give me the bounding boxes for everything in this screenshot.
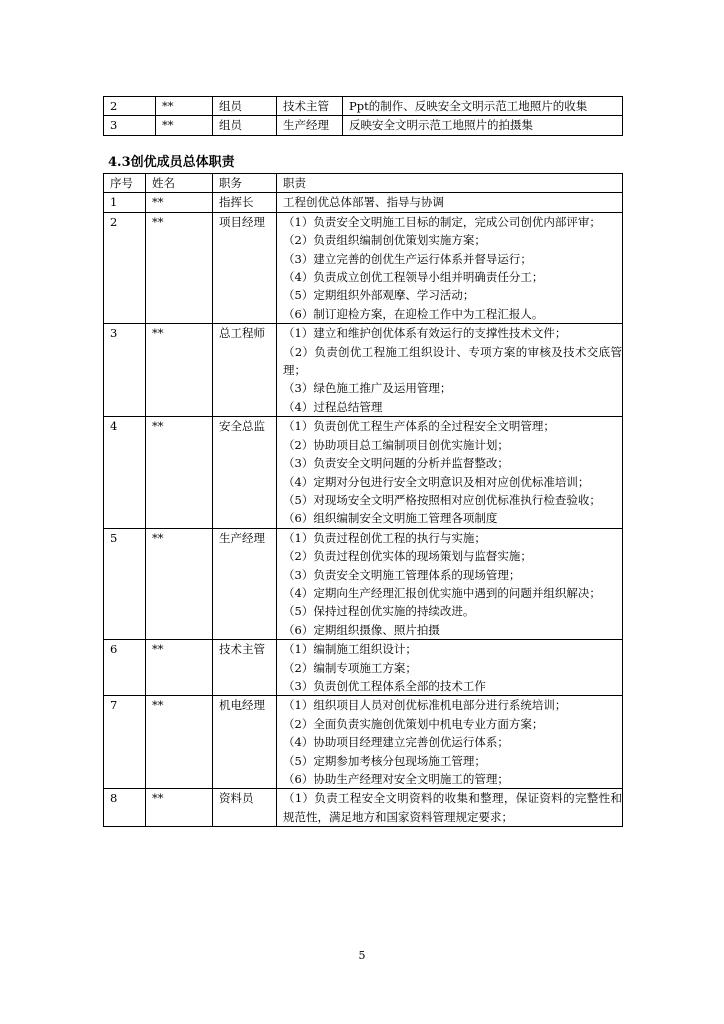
duty-item: （4）过程总结管理 [283,399,383,414]
table-row [104,528,623,639]
table-row [104,324,623,417]
cell-id: 1 [104,193,146,212]
duty-item: （5）保持过程创优实施的持续改进。 [283,604,475,619]
duty-item: （3）绿色施工推广及运用管理； [283,381,452,396]
cell-position: 资料员 [213,789,277,827]
duty-item: （3）建立完善的创优生产运行体系并督导运行； [283,251,532,266]
duty-item: 工程创优总体部署、指导与协调 [283,195,444,210]
duty-item: （6）制订迎检方案，在迎检工作中为工程汇报人。 [283,306,544,321]
header-name: 姓名 [146,174,213,193]
cell-id: 5 [104,528,146,639]
cell-name: ** [146,640,213,696]
cell-name: ** [146,324,213,417]
duty-item: （5）定期组织外部观摩、学习活动； [283,288,475,303]
duty-item: （2）负责组织编制创优策划实施方案； [283,233,486,248]
duty-item: （4）协助项目经理建立完善创优运行体系； [283,735,509,750]
cell-duties [277,212,623,323]
cell-duty: Ppt的制作、反映安全文明示范工地照片的收集 [343,97,623,116]
cell-duty: 反映安全文明示范工地照片的拍摄集 [343,116,623,135]
table-row [104,212,623,323]
cell-id: 8 [104,789,146,827]
duty-item: （2）编制专项施工方案； [283,660,417,675]
table-row [104,116,623,135]
page-number: 5 [358,949,366,962]
cell-id: 2 [104,212,146,323]
cell-name: ** [146,528,213,639]
cell-id: 7 [104,696,146,789]
duty-item: （6）定期组织摄像、照片拍摄 [283,622,440,637]
cell-name: ** [146,789,213,827]
cell-position: 生产经理 [213,528,277,639]
duty-item: （5）对现场安全文明严格按照相对应创优标准执行检查验收； [283,492,601,507]
duty-item: （2）全面负责实施创优策划中机电专业方面方案； [283,716,544,731]
cell-id: 3 [104,116,156,135]
cell-duties [277,417,623,528]
cell-position: 安全总监 [213,417,277,528]
cell-duties [277,640,623,696]
cell-id: 2 [104,97,156,116]
cell-name: ** [156,116,213,135]
cell-role: 组员 [213,97,277,116]
table-row [104,640,623,696]
duty-item: （1）负责过程创优工程的执行与实施； [283,530,486,545]
duty-item: （2）协助项目总工编制项目创优实施计划； [283,437,509,452]
duty-item: （1）负责工程安全文明资料的收集和整理，保证资料的完整性和规范性，满足地方和国家资料管理规定要求； [283,791,622,824]
duty-item: （1）编制施工组织设计； [283,642,417,657]
cell-role: 组员 [213,116,277,135]
duty-item: （2）负责过程创优实体的现场策划与监督实施； [283,549,532,564]
table-row [104,696,623,789]
duty-item: （4）负责成立创优工程领导小组并明确责任分工； [283,270,544,285]
cell-name: ** [146,417,213,528]
section-title: 4.3创优成员总体职责 [108,155,235,170]
cell-name: ** [146,193,213,212]
cell-name: ** [146,212,213,323]
table-row [104,417,623,528]
cell-duties [277,324,623,417]
duty-item: （3）负责安全文明问题的分析并监督整改； [283,456,509,471]
header-id: 序号 [104,174,146,193]
cell-duties [277,696,623,789]
cell-position: 技术主管 [213,640,277,696]
cell-id: 4 [104,417,146,528]
cell-position: 总工程师 [213,324,277,417]
duty-item: （6）协助生产经理对安全文明施工的管理； [283,772,509,786]
cell-name: ** [146,696,213,789]
duty-item: （4）定期对分包进行安全文明意识及相对应创优标准培训； [283,474,590,489]
cell-duties [277,789,623,827]
top-table [103,96,623,136]
header-duties: 职责 [277,174,623,193]
cell-position: 生产经理 [277,116,343,135]
duty-item: （1）负责创优工程生产体系的全过程安全文明管理； [283,419,555,434]
duty-item: （3）负责安全文明施工管理体系的现场管理； [283,567,521,582]
cell-id: 6 [104,640,146,696]
duty-item: （1）组织项目人员对创优标准机电部分进行系统培训； [283,698,567,713]
cell-position: 技术主管 [277,97,343,116]
header-position: 职务 [213,174,277,193]
cell-position: 指挥长 [213,193,277,212]
duty-item: （6）组织编制安全文明施工管理各项制度 [283,511,498,526]
duty-item: （1）负责安全文明施工目标的制定，完成公司创优内部评审； [283,214,601,229]
table-header-row [104,174,623,193]
cell-duties [277,528,623,639]
duty-item: （3）负责创优工程体系全部的技术工作 [283,678,486,693]
duty-item: （1）建立和维护创优体系有效运行的支撑性技术文件； [283,326,567,341]
duty-item: （5）定期参加考核分包现场施工管理； [283,753,486,768]
table-row [104,97,623,116]
cell-id: 3 [104,324,146,417]
duty-item: （2）负责创优工程施工组织设计、专项方案的审核及技术交底管理； [283,344,622,378]
duties-table [103,173,623,827]
cell-position: 机电经理 [213,696,277,789]
cell-position: 项目经理 [213,212,277,323]
table-row [104,789,623,827]
duty-item: （4）定期向生产经理汇报创优实施中遇到的问题并组织解决； [283,585,601,600]
table-row [104,193,623,212]
cell-duties [277,193,623,212]
cell-name: ** [156,97,213,116]
